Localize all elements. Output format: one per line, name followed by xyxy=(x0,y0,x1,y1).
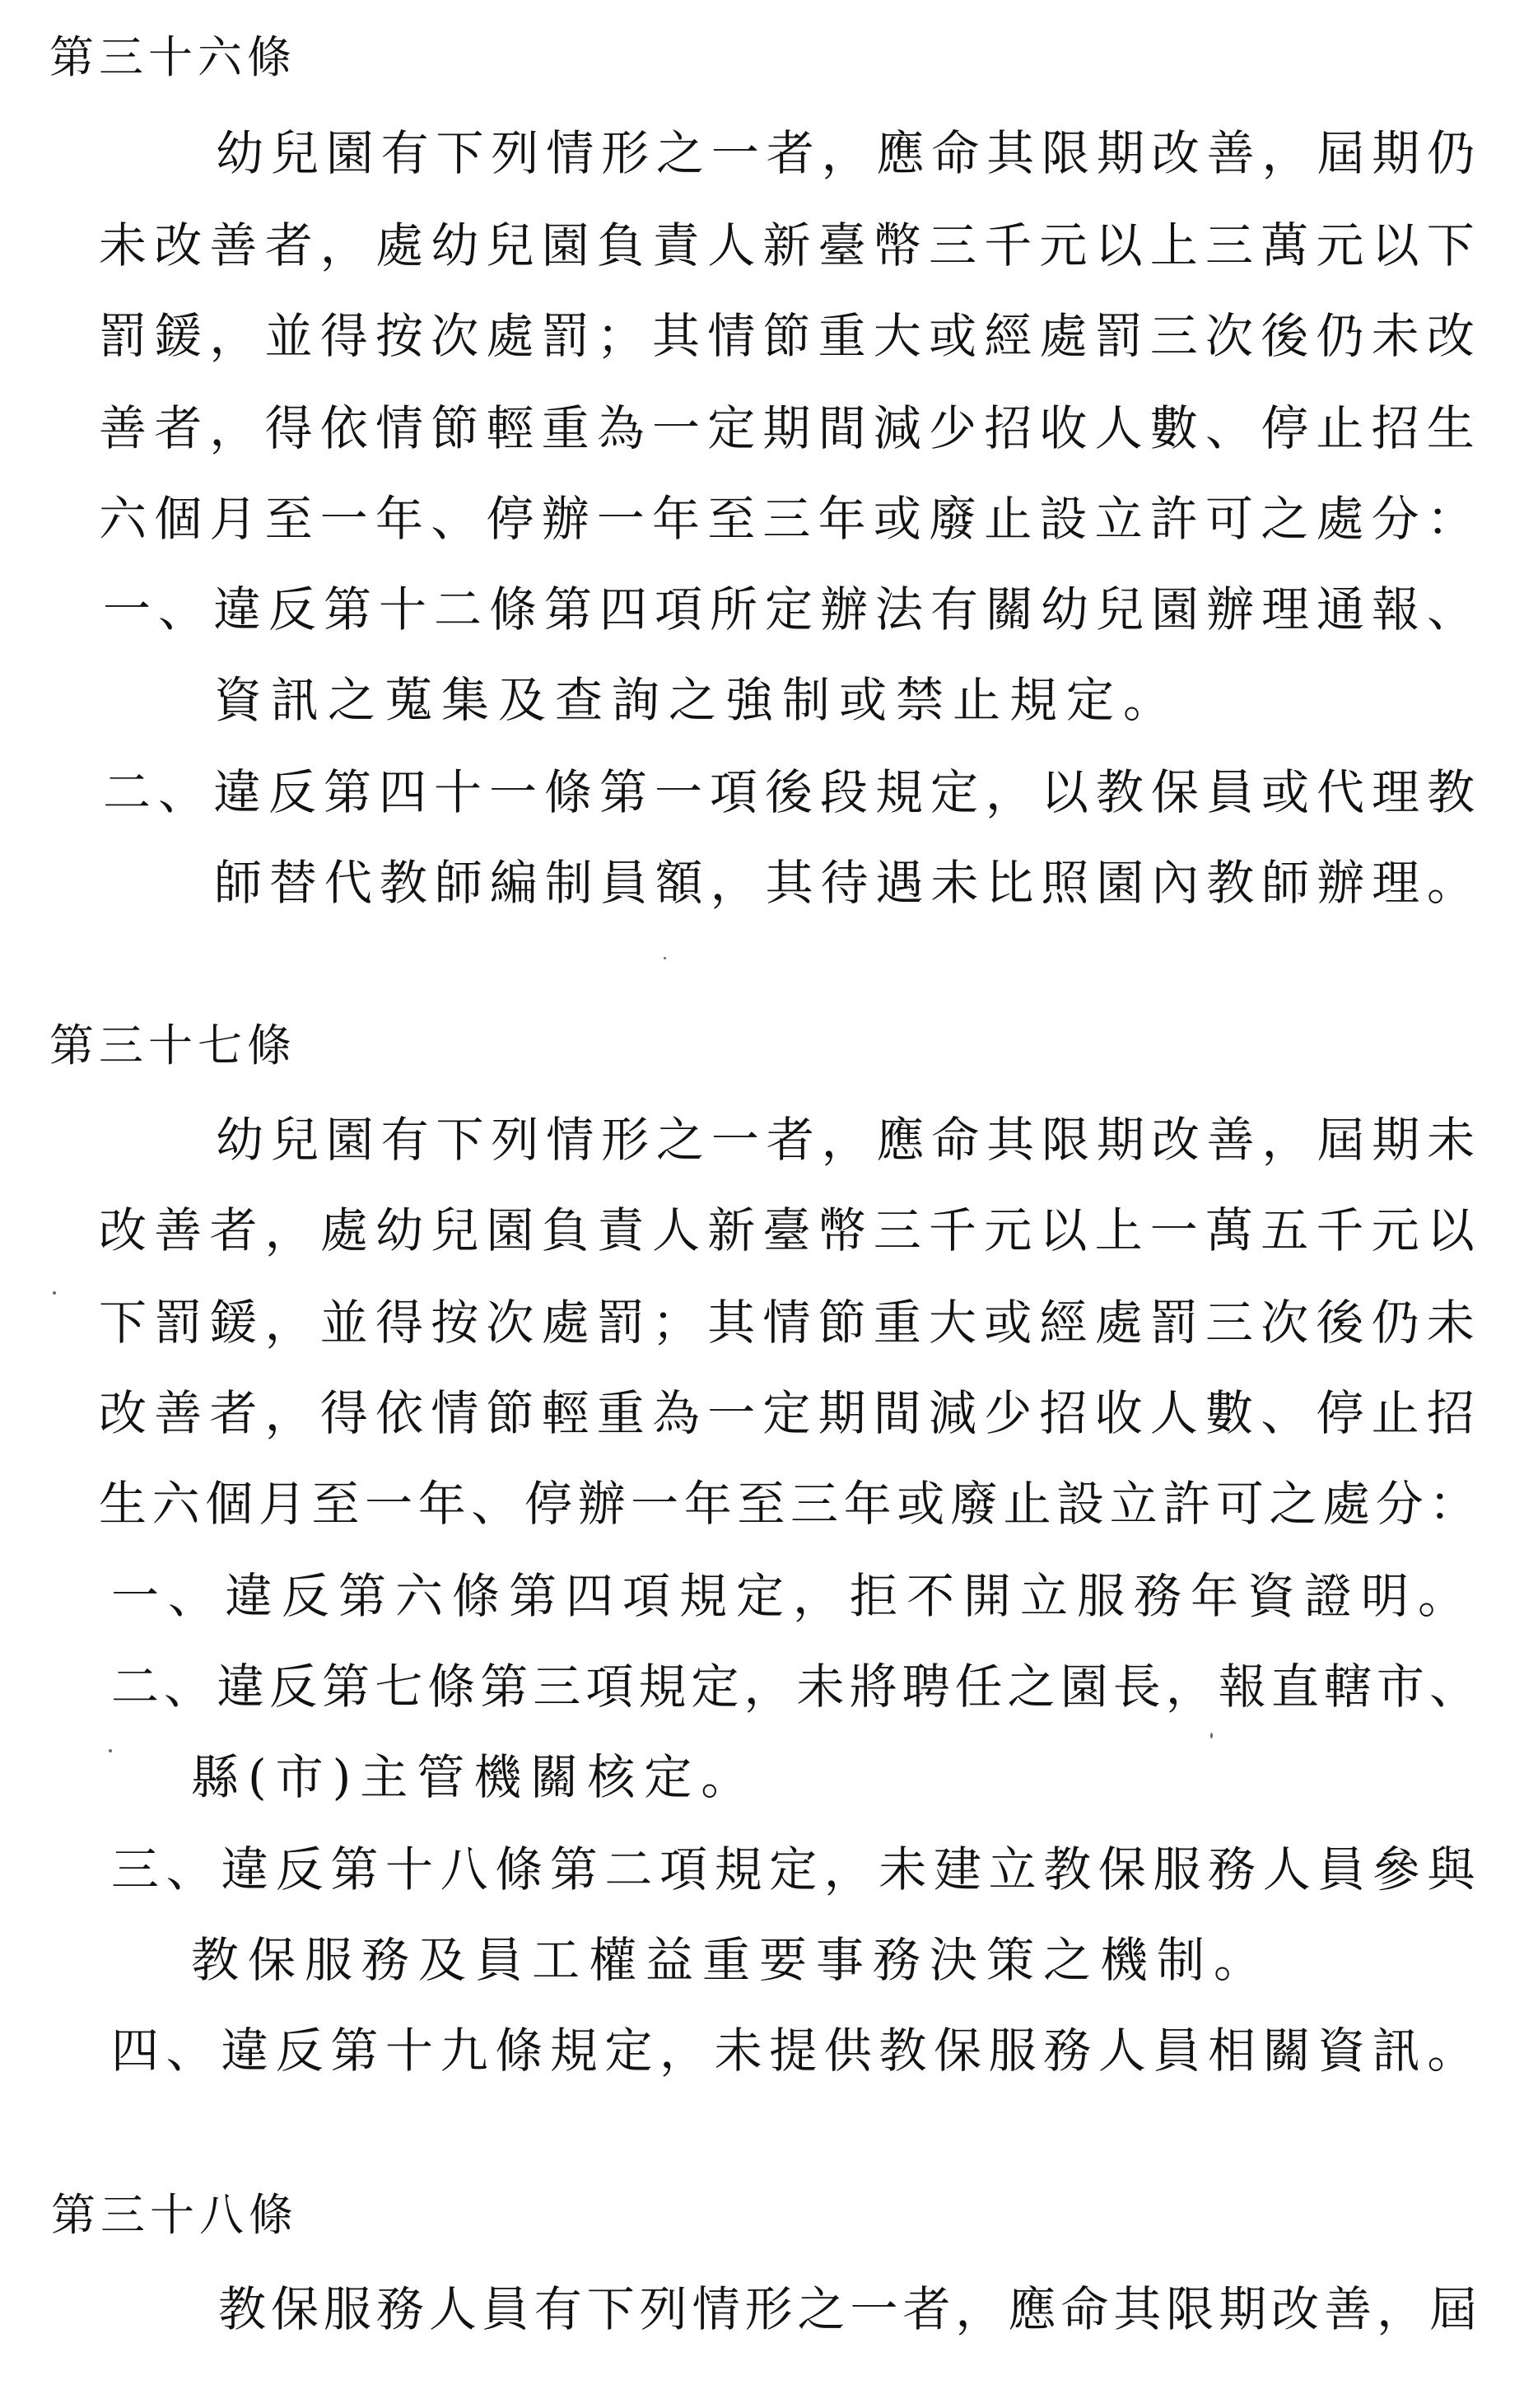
article-text-line: 幼兒園有下列情形之一者，應命其限期改善，屆期未 xyxy=(216,1112,1483,1168)
list-item-line: 師替代教師編制員額，其待遇未比照園內教師辦理。 xyxy=(214,855,1483,911)
scan-speck xyxy=(664,957,666,959)
article-text-line: 生六個月至一年、停辦一年至三年或廢止設立許可之處分： xyxy=(99,1476,1483,1532)
scan-speck xyxy=(109,1749,112,1752)
list-item-line: 三、違反第十八條第二項規定，未建立教保服務人員參與 xyxy=(111,1841,1483,1897)
list-item-line: 二、違反第七條第三項規定，未將聘任之園長，報直轄市、 xyxy=(111,1659,1483,1715)
scan-speck xyxy=(1210,1733,1213,1738)
list-item-line: 四、違反第十九條規定，未提供教保服務人員相關資訊。 xyxy=(111,2023,1483,2079)
list-item-line: 二、違反第四十一條第一項後段規定，以教保員或代理教 xyxy=(103,764,1483,820)
article-text-line: 六個月至一年、停辦一年至三年或廢止設立許可之處分： xyxy=(99,491,1483,547)
list-item-line: 教保服務及員工權益重要事務決策之機制。 xyxy=(191,1932,1271,1988)
list-item-line: 一、違反第十二條第四項所定辦法有關幼兒園辦理通報、 xyxy=(103,581,1483,637)
article-text-line: 教保服務人員有下列情形之一者，應命其限期改善，屆 xyxy=(218,2281,1483,2337)
article-heading: 第三十六條 xyxy=(49,31,296,83)
article-text-line: 善者，得依情節輕重為一定期間減少招收人數、停止招生 xyxy=(99,400,1483,456)
article-heading: 第三十八條 xyxy=(51,2189,298,2241)
article-text-line: 幼兒園有下列情形之一者，應命其限期改善，屆期仍 xyxy=(216,125,1483,181)
article-text-line: 改善者，處幼兒園負責人新臺幣三千元以上一萬五千元以 xyxy=(99,1202,1483,1258)
list-item-line: 一、違反第六條第四項規定，拒不開立服務年資證明。 xyxy=(111,1568,1475,1624)
article-text-line: 改善者，得依情節輕重為一定期間減少招收人數、停止招 xyxy=(99,1385,1483,1441)
article-text-line: 未改善者，處幼兒園負責人新臺幣三千元以上三萬元以下 xyxy=(99,217,1483,273)
article-text-line: 罰鍰，並得按次處罰；其情節重大或經處罰三次後仍未改 xyxy=(99,308,1483,364)
list-item-line: 縣(市)主管機關核定。 xyxy=(191,1749,758,1805)
article-heading: 第三十七條 xyxy=(49,1020,296,1071)
article-text-line: 下罰鍰，並得按次處罰；其情節重大或經處罰三次後仍未 xyxy=(99,1295,1483,1351)
list-item-line: 資訊之蒐集及查詢之強制或禁止規定。 xyxy=(214,672,1181,728)
scan-speck xyxy=(53,1291,56,1295)
